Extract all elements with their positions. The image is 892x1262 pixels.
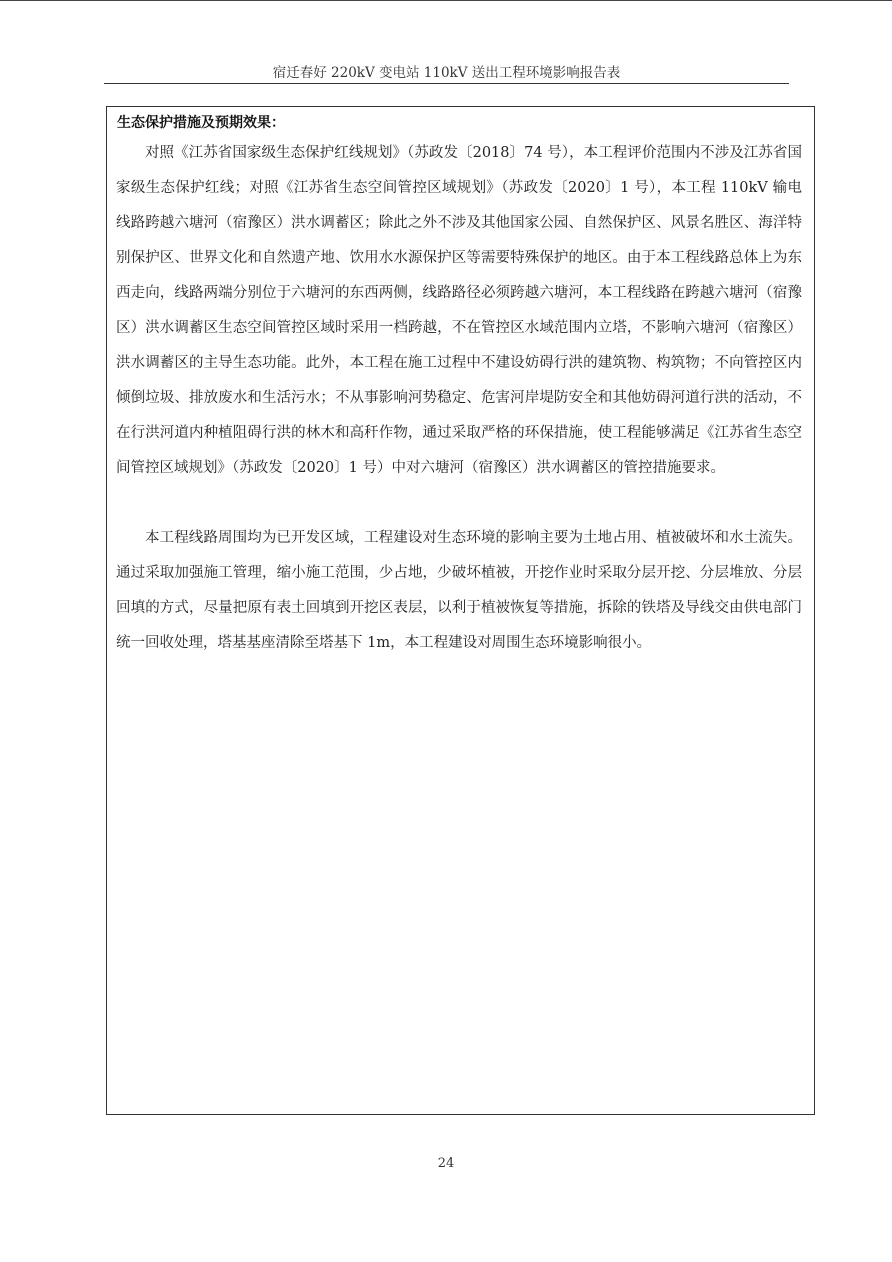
body-paragraph-2: 本工程线路周围均为已开发区域，工程建设对生态环境的影响主要为土地占用、植被破坏和水土流失。通过采取加强施工管理，缩小施工范围，少占地，少破坏植被，开挖作业时采取分层开挖、分层堆放、分层回填的方式，尽量把原有表土回填到开挖区表层，以利于植被恢复等措施，拆除的铁塔及导线交由供电部门统一回收处理，塔基基座清除至塔基下 1m，本工程建设对周围生态环境影响很小。: [116, 530, 802, 651]
header-divider: [104, 83, 789, 84]
content-frame: [106, 106, 815, 1115]
page-top-edge: [0, 0, 892, 1]
page-header-title: 宿迁春好 220kV 变电站 110kV 送出工程环境影响报告表: [272, 65, 621, 81]
section-title: 生态保护措施及预期效果：: [117, 115, 285, 131]
body-paragraph-1: 对照《江苏省国家级生态保护红线规划》（苏政发〔2018〕74 号），本工程评价范围内不涉及江苏省国家级生态保护红线；对照《江苏省生态空间管控区域规划》（苏政发〔2020〕1 号），本工程 110kV 输电线路跨越六塘河（宿豫区）洪水调蓄区；除此之外不涉及其他国家公园、自然保护区、风景名胜区、海洋特别保护区、世界文化和自然遗产地、饮用水水源保护区等需要特殊保护的地区。由于本工程线路总体上为东西走向，线路两端分别位于六塘河的东西两侧，线路路径必须跨越六塘河，本工程线路在跨越六塘河（宿豫区）洪水调蓄区生态空间管控区域时采用一档跨越，不在管控区水域范围内立塔，不影响六塘河（宿豫区）洪水调蓄区的主导生态功能。此外，本工程在施工过程中不建设妨碍行洪的建筑物、构筑物；不向管控区内倾倒垃圾、排放废水和生活污水；不从事影响河势稳定、危害河岸堤防安全和其他妨碍河道行洪的活动，不在行洪河道内种植阻碍行洪的林木和高秆作物，通过采取严格的环保措施，使工程能够满足《江苏省生态空间管控区域规划》（苏政发〔2020〕1 号）中对六塘河（宿豫区）洪水调蓄区的管控措施要求。: [116, 145, 802, 476]
page-number: 24: [437, 1156, 455, 1171]
